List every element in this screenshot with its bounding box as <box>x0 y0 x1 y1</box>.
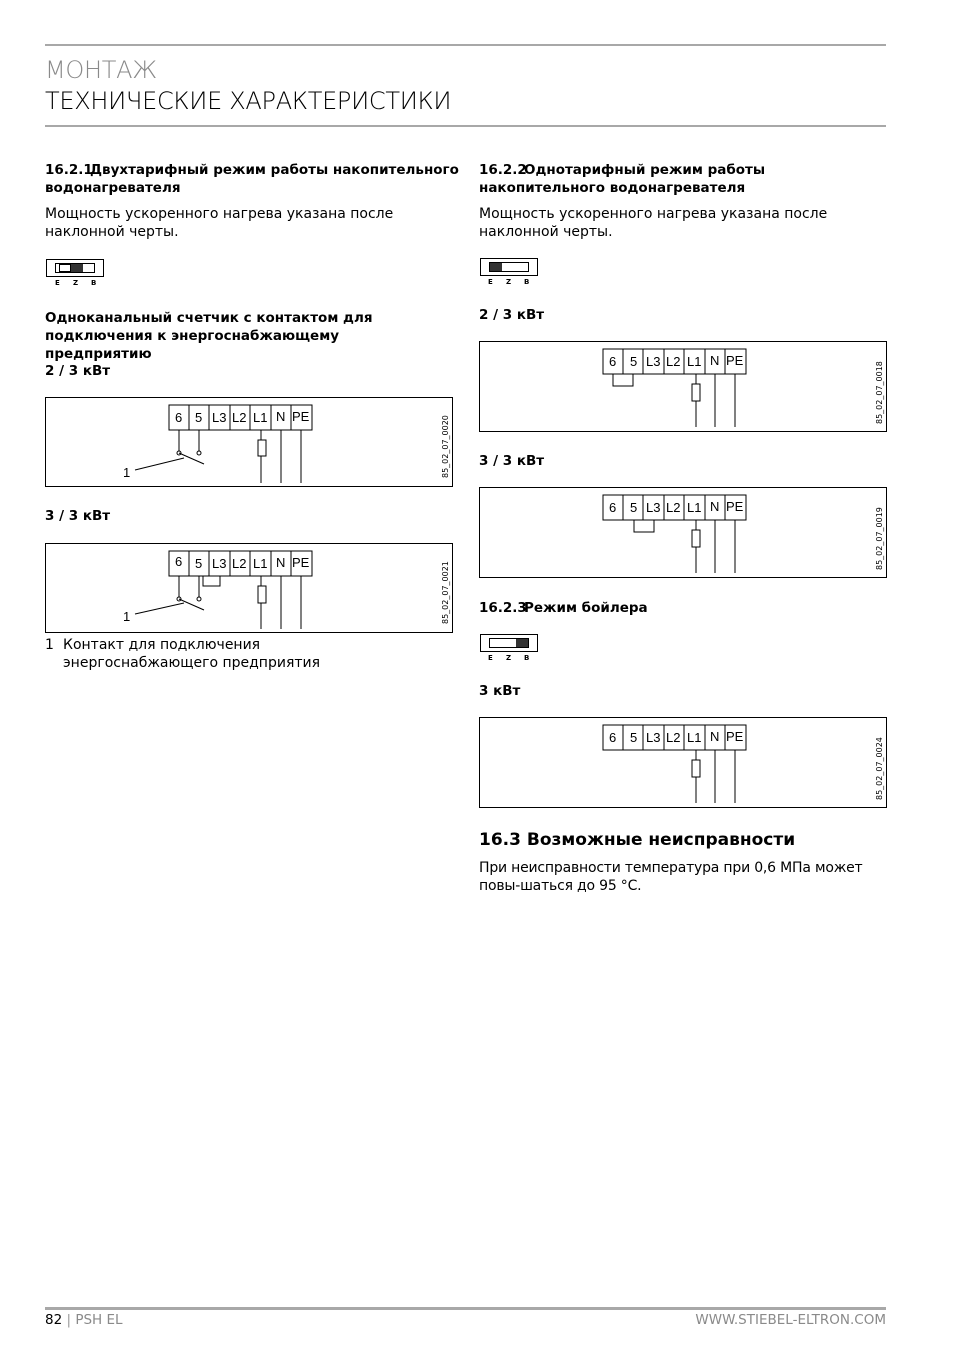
footer-separator: | <box>66 1312 72 1328</box>
terminal-5: 5 <box>630 730 638 745</box>
legend-number: 1 <box>45 637 54 653</box>
callout-1: 1 <box>123 465 131 480</box>
diagram-label-4: 3 / 3 кВт <box>479 453 545 469</box>
terminal-pe: PE <box>726 353 744 368</box>
terminal-l2: L2 <box>666 354 681 369</box>
terminal-block-4 <box>480 488 888 579</box>
terminal-l1: L1 <box>253 556 268 571</box>
wiring-diagram-4 <box>479 487 887 578</box>
terminal-pe: PE <box>292 555 310 570</box>
wiring-diagram-1 <box>45 397 453 487</box>
terminal-6: 6 <box>609 500 617 515</box>
terminal-block-5 <box>480 718 888 809</box>
footer-rule <box>45 1307 886 1310</box>
terminal-n: N <box>710 499 720 514</box>
diagram-label-1: 2 / 3 кВт <box>45 363 111 379</box>
legend-text: Контакт для подключения энергоснабжающего предприятия <box>63 637 321 671</box>
terminal-5: 5 <box>195 556 203 571</box>
terminal-6: 6 <box>609 730 617 745</box>
terminal-block-3 <box>480 342 888 433</box>
paragraph-16-2-1: Мощность ускоренного нагрева указана после наклонной черты. <box>45 206 394 240</box>
terminal-l1: L1 <box>253 410 268 425</box>
figure-code-4: 85_02_07_0019 <box>875 507 884 570</box>
switch-key-z: Z <box>73 279 79 287</box>
terminal-5: 5 <box>630 500 638 515</box>
terminal-l3: L3 <box>646 730 661 745</box>
website-url: WWW.STIEBEL-ELTRON.COM <box>695 1312 886 1328</box>
terminal-6: 6 <box>175 554 183 569</box>
figure-code-3: 85_02_07_0018 <box>875 361 884 424</box>
terminal-pe: PE <box>726 499 744 514</box>
terminal-n: N <box>276 409 286 424</box>
wiring-diagram-2 <box>45 543 453 633</box>
switch-key-b: B <box>91 279 97 287</box>
terminal-block-2 <box>46 544 454 634</box>
legend-item-1 <box>45 636 445 672</box>
section-title: МОНТАЖ <box>45 56 157 84</box>
heading-16-2-1 <box>45 161 460 197</box>
heading-16-2-3 <box>479 599 879 617</box>
product-name: PSH EL <box>75 1312 123 1328</box>
switch-knob <box>71 264 83 272</box>
terminal-l3: L3 <box>646 354 661 369</box>
terminal-6: 6 <box>175 410 183 425</box>
switch-knob <box>516 639 528 647</box>
heading-text: Режим бойлера <box>524 600 648 616</box>
terminal-l3: L3 <box>212 410 227 425</box>
terminal-l1: L1 <box>687 354 702 369</box>
terminal-l2: L2 <box>232 556 247 571</box>
switch-key-z: Z <box>506 654 512 662</box>
terminal-block-1 <box>46 398 454 488</box>
terminal-l2: L2 <box>666 730 681 745</box>
heading-number: 16.2.2 <box>479 162 527 178</box>
figure-code-5: 85_02_07_0024 <box>875 737 884 800</box>
switch-knob <box>490 263 502 271</box>
top-rule <box>45 44 886 46</box>
wiring-diagram-5 <box>479 717 887 808</box>
terminal-l3: L3 <box>212 556 227 571</box>
diagram-label-5: 3 кВт <box>479 683 521 699</box>
heading-text: Однотарифный режим работы накопительного водонагревателя <box>479 162 766 196</box>
paragraph-16-2-2: Мощность ускоренного нагрева указана после наклонной черты. <box>479 206 828 240</box>
figure-code-1: 85_02_07_0020 <box>441 415 450 478</box>
switch-key-e: E <box>488 278 493 286</box>
page-number-block <box>45 1312 123 1328</box>
paragraph-16-3: При неисправности температура при 0,6 МПа может повы-шаться до 95 °C. <box>479 860 863 894</box>
terminal-l3: L3 <box>646 500 661 515</box>
switch-key-e: E <box>488 654 493 662</box>
terminal-5: 5 <box>630 354 638 369</box>
switch-key-b: B <box>524 654 530 662</box>
meter-heading: Одноканальный счетчик с контактом для подключения к энергоснабжающему предприятию <box>45 310 373 362</box>
terminal-n: N <box>710 353 720 368</box>
terminal-l2: L2 <box>666 500 681 515</box>
figure-code-2: 85_02_07_0021 <box>441 561 450 624</box>
heading-16-3: 16.3 Возможные неисправности <box>479 830 796 850</box>
page-title: ТЕХНИЧЕСКИЕ ХАРАКТЕРИСТИКИ <box>45 87 452 115</box>
callout-1: 1 <box>123 609 131 624</box>
terminal-5: 5 <box>195 410 203 425</box>
switch-key-b: B <box>524 278 530 286</box>
diagram-label-2: 3 / 3 кВт <box>45 508 111 524</box>
header-rule <box>45 125 886 127</box>
switch-key-e: E <box>55 279 60 287</box>
wiring-diagram-3 <box>479 341 887 432</box>
terminal-l2: L2 <box>232 410 247 425</box>
heading-number: 16.2.3 <box>479 600 527 616</box>
terminal-n: N <box>276 555 286 570</box>
switch-key-z: Z <box>506 278 512 286</box>
terminal-pe: PE <box>726 729 744 744</box>
terminal-n: N <box>710 729 720 744</box>
terminal-l1: L1 <box>687 500 702 515</box>
page-number: 82 <box>45 1312 63 1328</box>
terminal-l1: L1 <box>687 730 702 745</box>
heading-16-2-2 <box>479 161 889 197</box>
terminal-pe: PE <box>292 409 310 424</box>
heading-text: Двухтарифный режим работы накопительного водонагревателя <box>45 162 459 196</box>
diagram-label-3: 2 / 3 кВт <box>479 307 545 323</box>
heading-number: 16.2.1 <box>45 162 93 178</box>
terminal-6: 6 <box>609 354 617 369</box>
